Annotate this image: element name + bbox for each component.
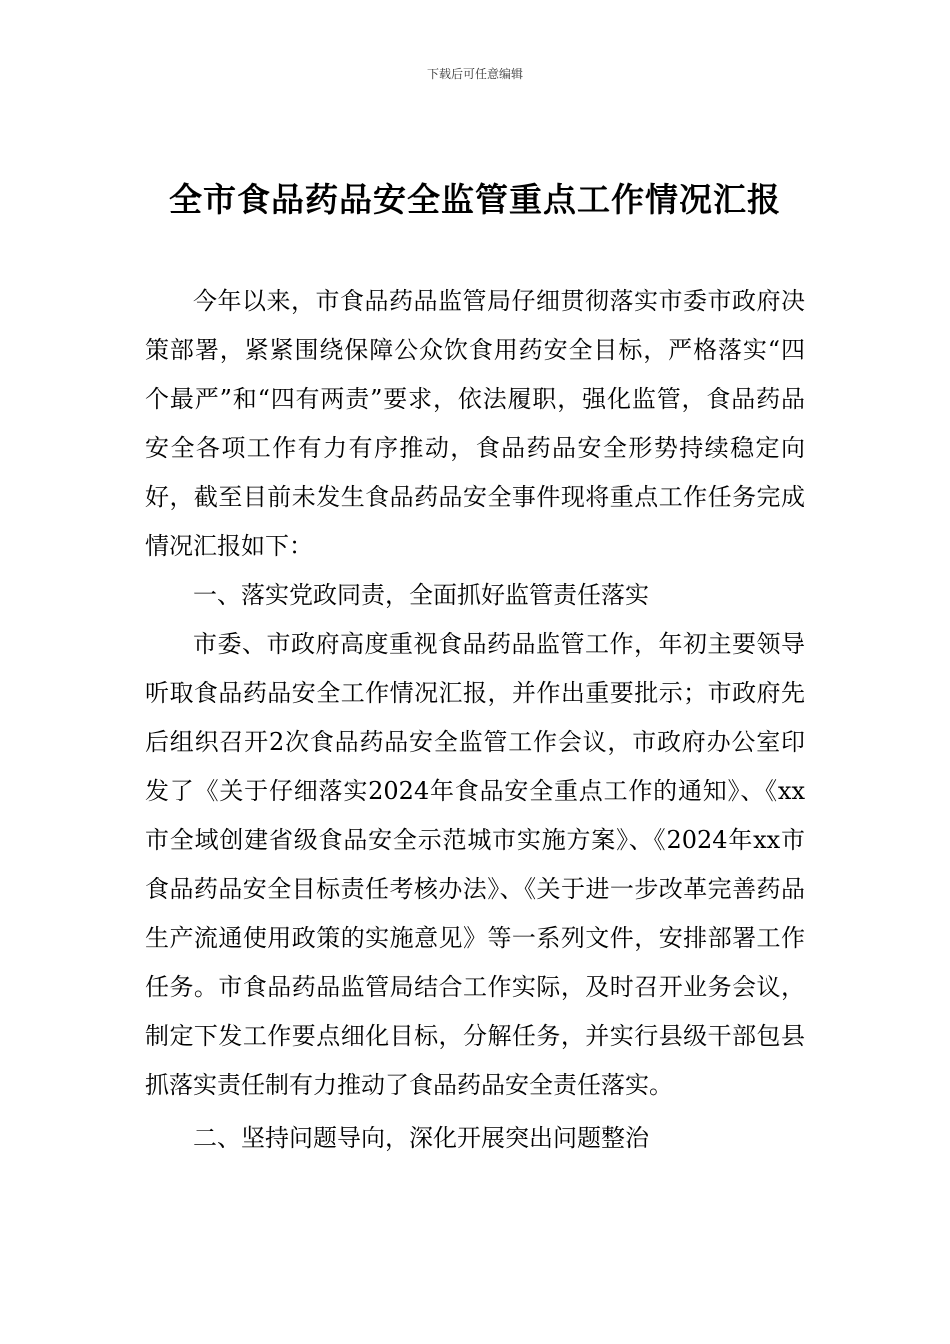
section-1-heading: 一、落实党政同责，全面抓好监管责任落实 [193,581,649,609]
section-2-heading: 二、坚持问题导向，深化开展突出问题整治 [193,1124,649,1152]
header-note: 下载后可任意编辑 [426,67,523,81]
section-1-paragraph: 市委、市政府高度重视食品药品监管工作，年初主要领导听取食品药品安全工作情况汇报，并作出重要批示；市政府先后组织召开2次食品药品安全监管工作会议，市政府办公室印发了《关于仔细落实2024年食品安全重点工作的通知》、《xx市全域创建省级食品安全示范城市实施方案》、《2024年xx市食品药品安全目标责任考核办法》、《关于进一步改革完善药品生产流通使用政策的实施意见》等一系列文件，安排部署工作任务。市食品药品监管局结合工作实际，及时召开业务会议，制定下发工作要点细化目标，分解任务，并实行县级干部包县抓落实责任制有力推动了食品药品安全责任落实。 [145,630,805,1099]
document-title: 全市食品药品安全监管重点工作情况汇报 [169,180,781,219]
intro-paragraph: 今年以来，市食品药品监管局仔细贯彻落实市委市政府决策部署，紧紧围绕保障公众饮食用药安全目标，严格落实“四个最严”和“四有两责”要求，依法履职，强化监管，食品药品安全各项工作有力有序推动，食品药品安全形势持续稳定向好，截至目前未发生食品药品安全事件现将重点工作任务完成情况汇报如下： [145,287,805,560]
document-body [145,277,805,1163]
